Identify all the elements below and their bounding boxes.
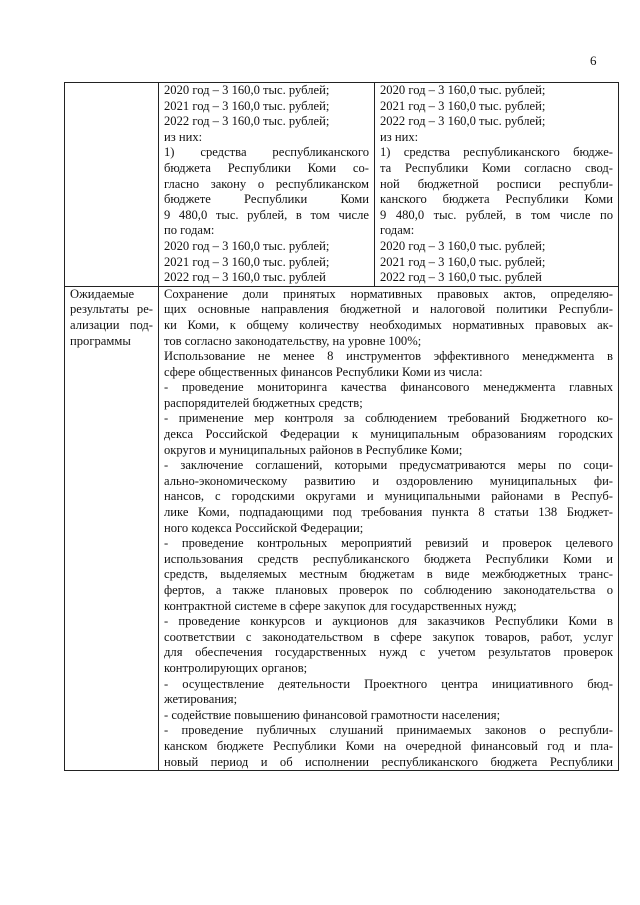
funding-right-line: та Республики Коми согласно свод- — [380, 160, 613, 175]
funding-right-line: 2020 год – 3 160,0 тыс. рублей; — [380, 238, 546, 253]
results-text-line: тов согласно законодательству, на уровне 100%; — [164, 333, 422, 348]
results-text-line: щих основные направления бюджетной и налоговой политики Республи- — [164, 302, 613, 317]
results-label-line: Ожидаемые — [70, 286, 135, 301]
results-row — [65, 286, 619, 770]
program-table — [64, 82, 619, 771]
funding-middle-line: по годам: — [164, 223, 215, 238]
results-text-line: нансов, с городскими округами и муниципальными районами в Респуб- — [164, 489, 613, 504]
results-text-line: канском бюджете Республики Коми на очередной финансовый год и пла- — [164, 738, 613, 753]
funding-middle-line: 2022 год – 3 160,0 тыс. рублей — [164, 270, 326, 285]
funding-right-line: 2021 год – 3 160,0 тыс. рублей; — [380, 254, 546, 269]
funding-middle-line: 2021 год – 3 160,0 тыс. рублей; — [164, 254, 330, 269]
results-text-line: - заключение соглашений, которыми предусматриваются меры по соци- — [164, 458, 613, 473]
results-text-line: лике Коми, подпадающими под требования пункта 8 статьи 138 Бюджет- — [164, 505, 613, 520]
funding-right-line: 2022 год – 3 160,0 тыс. рублей — [380, 270, 542, 285]
funding-right-line: канского бюджета Республики Коми — [380, 192, 613, 207]
results-text-line: для обеспечения государственных нужд с учетом результатов проверок — [164, 645, 613, 660]
funding-right-line: 1) средства республиканского бюдже- — [380, 145, 613, 160]
funding-row — [65, 83, 619, 287]
results-text-line: - проведение конкурсов и аукционов для заказчиков Республики Коми в — [164, 614, 613, 629]
results-text-line: - проведение публичных слушаний принимаемых законов о республи- — [164, 723, 613, 738]
funding-right-line: ной бюджетной росписи республи- — [380, 176, 613, 191]
page-number: 6 — [590, 53, 597, 68]
results-label-line: программы — [70, 333, 131, 348]
funding-middle-line: из них: — [164, 129, 203, 144]
funding-middle-line: 9 480,0 тыс. рублей, в том числе — [164, 207, 369, 222]
results-text-line: распорядителей бюджетных средств; — [164, 395, 363, 410]
results-text-line: ки Коми, к общему количеству необходимых нормативных правовых ак- — [164, 317, 613, 332]
results-text-line: - проведение мониторинга качества финансового менеджмента главных — [164, 380, 613, 395]
results-text-line: - применение мер контроля за соблюдением требований Бюджетного ко- — [164, 411, 613, 426]
funding-middle-line: 2021 год – 3 160,0 тыс. рублей; — [164, 98, 330, 113]
funding-right-line: из них: — [380, 129, 419, 144]
funding-right-line: 2021 год – 3 160,0 тыс. рублей; — [380, 98, 546, 113]
results-text-line: контролирующих органов; — [164, 660, 308, 675]
results-text-line: - проведение контрольных мероприятий ревизий и проверок целевого — [164, 536, 613, 551]
funding-middle-line: бюджета Республики Коми со- — [164, 160, 369, 175]
results-text-line: новый период и об исполнении республиканского бюджета Республики — [164, 754, 613, 769]
funding-label-cell — [65, 83, 159, 287]
results-text-line: соответствии с законодательством в сфере закупок товаров, работ, услуг — [164, 629, 613, 644]
funding-right-line: годам: — [380, 223, 415, 238]
results-label-line: результаты ре- — [70, 302, 153, 317]
funding-middle-line: бюджете Республики Коми — [164, 192, 369, 207]
results-label-line: ализации под- — [70, 317, 153, 332]
funding-right-line: 9 480,0 тыс. рублей, в том числе по — [380, 207, 613, 222]
funding-middle-line: 2022 год – 3 160,0 тыс. рублей; — [164, 114, 330, 129]
results-text-line: - осуществление деятельности Проектного центра инициативного бюд- — [164, 676, 613, 691]
funding-middle-line: 2020 год – 3 160,0 тыс. рублей; — [164, 238, 330, 253]
results-text-line: контрактной системе в сфере закупок для государственных нужд; — [164, 598, 517, 613]
results-text-line: фертов, а также плановых проверок по соблюдению законодательства о — [164, 583, 613, 597]
results-text-line: Сохранение доли принятых нормативных правовых актов, определяю- — [164, 286, 613, 301]
results-text-line: декса Российской Федерации к муниципальным образованиям городских — [164, 427, 613, 442]
funding-right-line: 2020 год – 3 160,0 тыс. рублей; — [380, 83, 546, 97]
funding-middle-line: 1) средства республиканского — [164, 145, 369, 160]
results-text-line: округов и муниципальных районов в Республике Коми; — [164, 442, 463, 457]
results-text-line: ально-экономическому развитию и оздоровлению муниципальных фи- — [164, 473, 613, 488]
results-text-line: сфере общественных финансов Республики Коми из числа: — [164, 364, 483, 379]
results-label-cell — [65, 286, 159, 770]
results-text-line: ного кодекса Российской Федерации; — [164, 520, 364, 535]
results-text-cell — [159, 286, 619, 770]
results-text-line: средств, выделяемых местным бюджетам в виде межбюджетных транс- — [164, 567, 613, 582]
funding-middle-line: 2020 год – 3 160,0 тыс. рублей; — [164, 83, 330, 97]
results-text-line: Использование не менее 8 инструментов эффективного менеджмента в — [164, 349, 613, 364]
funding-middle-line: гласно закону о республиканском — [164, 176, 369, 191]
funding-middle-cell — [159, 83, 375, 287]
results-text-line: - содействие повышению финансовой грамотности населения; — [164, 707, 501, 722]
results-text-line: жетирования; — [164, 692, 238, 707]
results-text-line: использования средств республиканского бюджета Республики Коми и — [164, 551, 613, 566]
funding-right-line: 2022 год – 3 160,0 тыс. рублей; — [380, 114, 546, 129]
funding-right-cell — [375, 83, 619, 287]
